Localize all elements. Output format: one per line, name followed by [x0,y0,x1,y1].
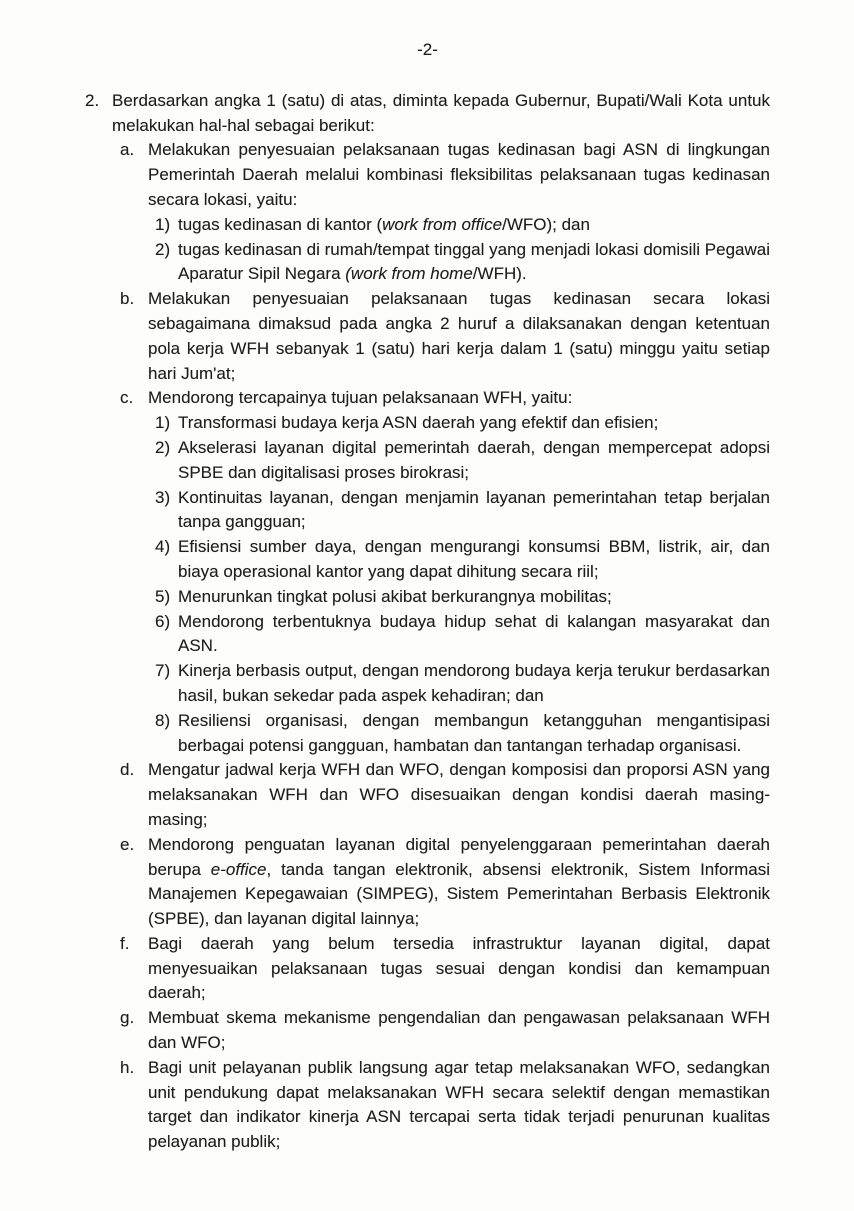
list-item-c-2 [155,436,770,486]
list-item-c-7 [155,659,770,709]
list-item-a-text: Melakukan penyesuaian pelaksanaan tugas kedinasan bagi ASN di lingkungan Pemerintah Daerah melalui kombinasi fleksibilitas pelaksanaan tugas kedinasan secara lokasi, yaitu: [148,140,770,209]
list-item-a-2-text: tugas kedinasan di rumah/tempat tinggal yang menjadi lokasi domisili Pegawai Aparatur Sipil Negara (work from home/WFH). [178,239,770,284]
list-item-c-3 [155,486,770,536]
list-item-c-6 [155,610,770,660]
list-item-2 [85,89,770,1155]
list-item-f [120,932,770,1006]
list-item-c-8-marker: 8) [155,710,171,730]
list-item-a-1 [155,213,770,238]
list-item-g-text: Membuat skema mekanisme pengendalian dan pengawasan pelaksanaan WFH dan WFO; [148,1008,770,1053]
list-item-c-4-text: Efisiensi sumber daya, dengan mengurangi konsumsi BBM, listrik, air, dan biaya operasional kantor yang dapat dihitung secara riil; [178,537,770,581]
list-item-a [120,138,770,287]
page-number: -2- [417,40,438,59]
list-item-c-4 [155,535,770,585]
list-item-f-marker: f. [120,933,130,953]
list-item-a-2-marker: 2) [155,239,171,259]
list-item-d-marker: d. [120,760,135,780]
list-item-c-6-marker: 6) [155,611,171,631]
list-item-d-text: Mengatur jadwal kerja WFH dan WFO, dengan komposisi dan proporsi ASN yang melaksanakan WFH dan WFO disesuaikan dengan kondisi daerah masing-masing; [148,760,770,829]
list-item-c-8-text: Resiliensi organisasi, dengan membangun ketangguhan mengantisipasi berbagai potensi gangguan, hambatan dan tantangan terhadap organisasi. [178,710,770,755]
list-item-c-1-text: Transformasi budaya kerja ASN daerah yang efektif dan efisien; [178,413,659,433]
list-item-g [120,1006,770,1056]
list-item-c-5-text: Menurunkan tingkat polusi akibat berkurangnya mobilitas; [178,586,612,606]
list-item-c-marker: c. [120,388,134,408]
list-item-h-marker: h. [120,1057,135,1077]
list-item-b-text: Melakukan penyesuaian pelaksanaan tugas kedinasan secara lokasi sebagaimana dimaksud pada angka 2 huruf a dilaksanakan dengan ketentuan pola kerja WFH sebanyak 1 (satu) hari kerja dalam 1 (satu) minggu yaitu setiap hari Jum'at; [148,289,770,383]
list-item-e [120,833,770,932]
list-item-c [120,386,770,758]
list-item-c-2-marker: 2) [155,437,171,457]
list-item-a-2 [155,238,770,288]
list-item-h-text: Bagi unit pelayanan publik langsung agar tetap melaksanakan WFO, sedangkan unit pendukung dapat melaksanakan WFH secara selektif dengan memastikan target dan indikator kinerja ASN tercapai serta tidak terjadi penurunan kualitas pelayanan publik; [148,1057,770,1152]
list-item-d [120,758,770,832]
list-item-c-5-marker: 5) [155,586,171,606]
list-item-b-marker: b. [120,289,135,309]
list-item-e-marker: e. [120,834,135,854]
list-item-a-1-text: tugas kedinasan di kantor (work from office/WFO); dan [178,214,590,234]
list-item-b [120,287,770,386]
list-item-c-8 [155,709,770,759]
list-item-c-3-text: Kontinuitas layanan, dengan menjamin layanan pemerintahan tetap berjalan tanpa gangguan; [178,487,770,532]
list-item-g-marker: g. [120,1008,135,1028]
list-item-c-5 [155,585,770,610]
list-item-c-6-text: Mendorong terbentuknya budaya hidup sehat di kalangan masyarakat dan ASN. [178,611,770,656]
list-item-c-7-text: Kinerja berbasis output, dengan mendorong budaya kerja terukur berdasarkan hasil, bukan sekedar pada aspek kehadiran; dan [178,661,770,705]
list-item-f-text: Bagi daerah yang belum tersedia infrastruktur layanan digital, dapat menyesuaikan pelaksanaan tugas sesuai dengan kondisi dan kemampuan daerah; [148,933,770,1003]
list-item-c-3-marker: 3) [155,487,171,507]
list-item-a-1-marker: 1) [155,214,171,234]
list-item-c-2-text: Akselerasi layanan digital pemerintah daerah, dengan mempercepat adopsi SPBE dan digitalisasi proses birokrasi; [178,437,770,482]
list-item-a-marker: a. [120,140,135,160]
list-item-h [120,1056,770,1155]
list-item-c-1-marker: 1) [155,413,171,433]
list-item-c-1 [155,411,770,436]
list-item-2-marker: 2. [85,90,100,110]
list-item-c-text: Mendorong tercapainya tujuan pelaksanaan WFH, yaitu: [148,388,573,408]
list-item-2-text: Berdasarkan angka 1 (satu) di atas, diminta kepada Gubernur, Bupati/Wali Kota untuk melakukan hal-hal sebagai berikut: [112,90,770,135]
list-item-c-7-marker: 7) [155,661,171,681]
list-item-e-text: Mendorong penguatan layanan digital penyelenggaraan pemerintahan daerah berupa e-office, tanda tangan elektronik, absensi elektronik, Sistem Informasi Manajemen Kepegawaian (SIMPEG), Sistem Pemerintahan Berbasis Elektronik (SPBE), dan layanan digital lainnya; [148,834,770,929]
list-item-c-4-marker: 4) [155,537,171,557]
